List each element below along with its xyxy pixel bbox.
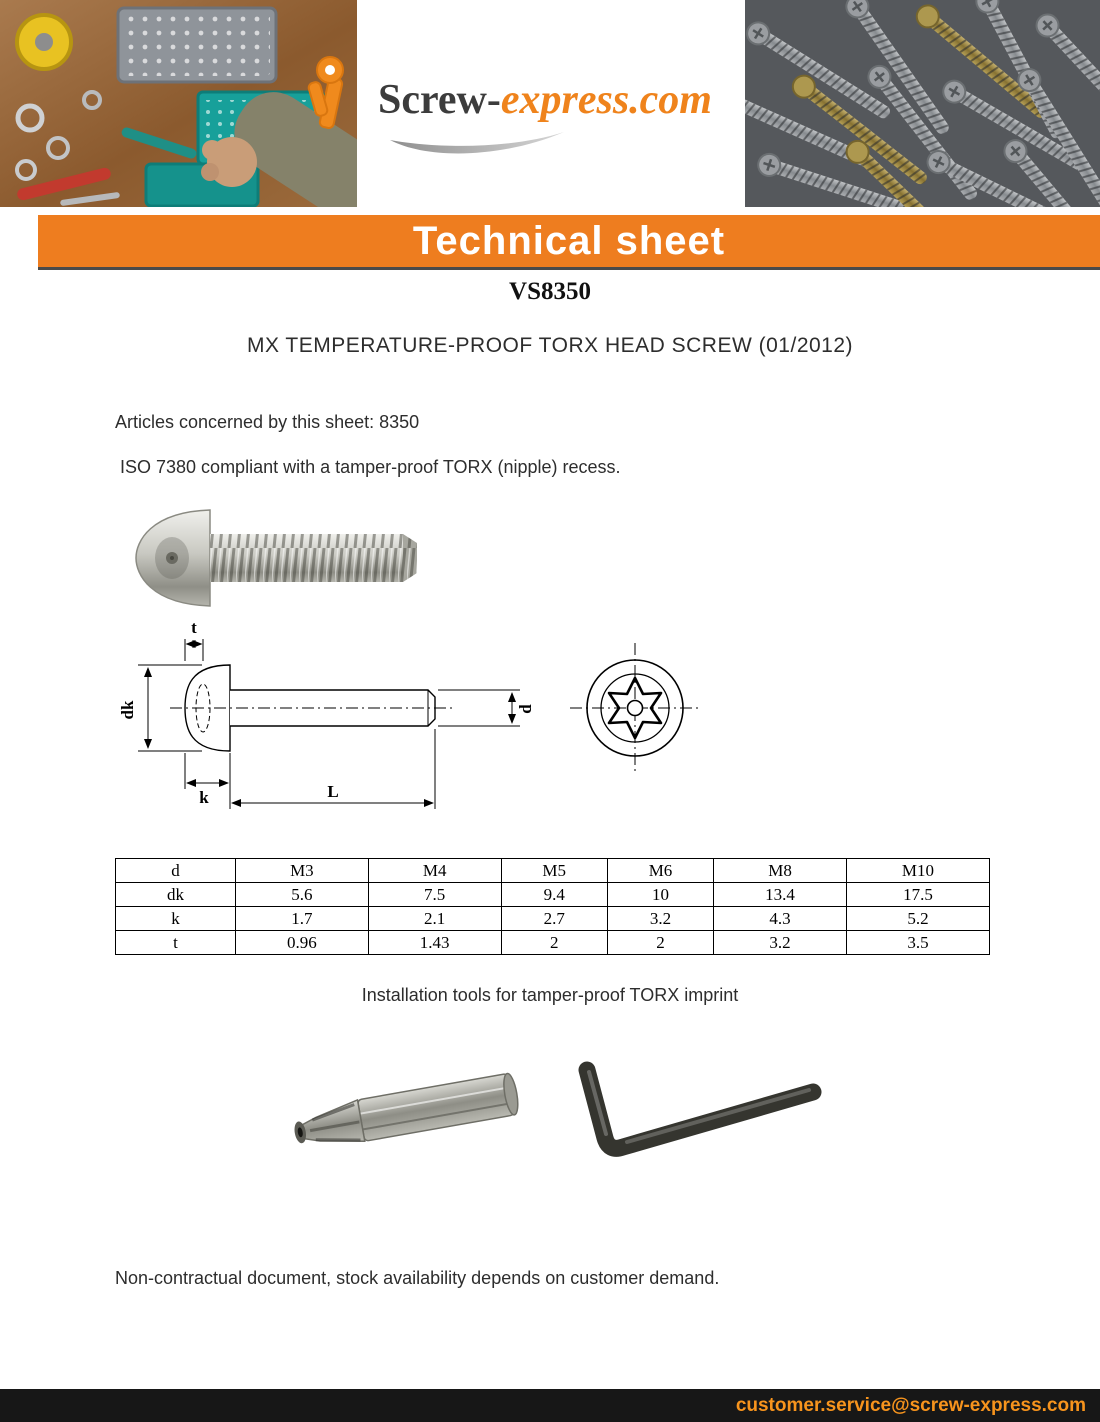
- table-cell: 9.4: [501, 883, 607, 907]
- technical-drawing: [90, 613, 750, 818]
- table-cell: dk: [116, 883, 236, 907]
- dim-label-dk: dk: [118, 700, 137, 720]
- table-cell: 3.5: [846, 931, 989, 955]
- table-cell: 3.2: [607, 907, 713, 931]
- table-cell: 2.1: [368, 907, 501, 931]
- table-cell: 5.6: [236, 883, 369, 907]
- table-header-cell: M4: [368, 859, 501, 883]
- table-header-cell: M10: [846, 859, 989, 883]
- logo-text-orange: express.com: [500, 77, 712, 123]
- logo: [378, 76, 712, 124]
- dim-label-d: d: [516, 704, 535, 714]
- table-cell: 17.5: [846, 883, 989, 907]
- contact-email-link[interactable]: customer.service@screw-express.com: [735, 1394, 1086, 1416]
- table-cell: 5.2: [846, 907, 989, 931]
- compliance-line: ISO 7380 compliant with a tamper-proof TORX (nipple) recess.: [120, 457, 621, 477]
- logo-swoosh: [388, 130, 568, 162]
- table-header-cell: M5: [501, 859, 607, 883]
- document-code: VS8350: [509, 278, 591, 305]
- table-cell: 3.2: [714, 931, 847, 955]
- header-photo-screws-pile: [745, 0, 1100, 207]
- dim-label-k: k: [199, 788, 209, 807]
- table-cell: 7.5: [368, 883, 501, 907]
- table-row-k: [116, 907, 990, 931]
- dimensions-table: [115, 858, 990, 955]
- table-cell: 13.4: [714, 883, 847, 907]
- table-row-t: [116, 931, 990, 955]
- document-title: MX TEMPERATURE-PROOF TORX HEAD SCREW (01/2012): [246, 334, 854, 357]
- table-cell: 10: [607, 883, 713, 907]
- table-header-row: [116, 859, 990, 883]
- logo-tool-icon: [300, 52, 362, 134]
- footer-bar: [0, 1389, 1100, 1422]
- table-cell: 4.3: [714, 907, 847, 931]
- dim-label-t: t: [191, 618, 197, 637]
- logo-text-dark: Screw-: [378, 77, 501, 123]
- table-cell: 1.7: [236, 907, 369, 931]
- table-cell: 2: [607, 931, 713, 955]
- table-header-cell: M8: [714, 859, 847, 883]
- table-row-dk: [116, 883, 990, 907]
- dim-label-L: L: [327, 782, 339, 801]
- table-cell: 1.43: [368, 931, 501, 955]
- table-cell: 0.96: [236, 931, 369, 955]
- tools-caption: Installation tools for tamper-proof TORX imprint: [361, 985, 739, 1005]
- disclaimer-line: Non-contractual document, stock availability depends on customer demand.: [115, 1268, 720, 1288]
- table-header-cell: d: [116, 859, 236, 883]
- table-header-cell: M3: [236, 859, 369, 883]
- banner-title: Technical sheet: [412, 218, 726, 263]
- table-cell: 2.7: [501, 907, 607, 931]
- table-cell: k: [116, 907, 236, 931]
- table-cell: t: [116, 931, 236, 955]
- table-header-cell: M6: [607, 859, 713, 883]
- table-cell: 2: [501, 931, 607, 955]
- screw-product-photo: [128, 498, 428, 618]
- tools-photo: [265, 1030, 825, 1180]
- title-banner: [38, 215, 1100, 270]
- articles-line: Articles concerned by this sheet: 8350: [115, 412, 420, 432]
